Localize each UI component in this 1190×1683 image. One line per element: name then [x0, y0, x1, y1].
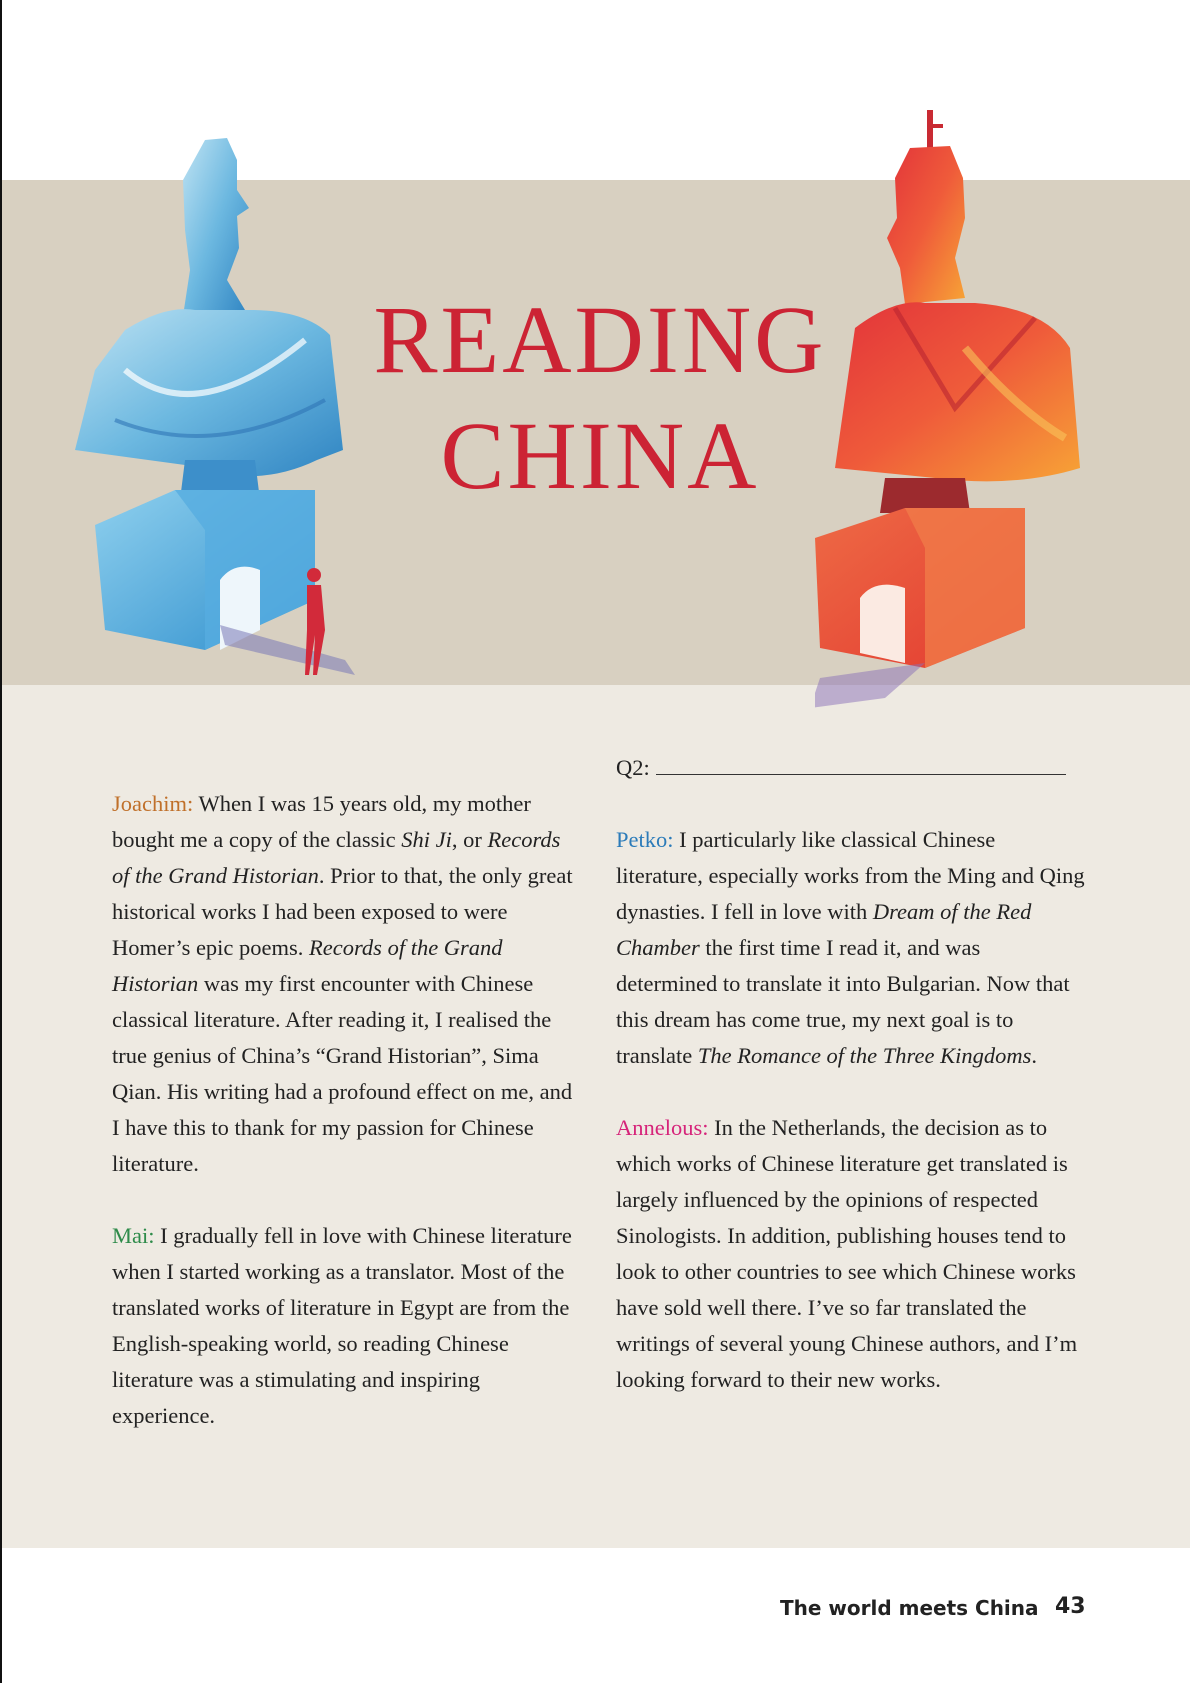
joachim-italic-c: Records of the Grand Historian — [112, 935, 503, 996]
petko-text-b: the first time I read it, and was determined to translate it into Bulgarian. Now that this dream has come true, my next goal is to translate — [616, 935, 1070, 1068]
annelous-text: In the Netherlands, the decision as to which works of Chinese literature get translated is largely influenced by the opinions of respected Sinologists. In addition, publishing houses tend to look to other countries to see which Chinese works have sold well there. I’ve so far translated the writings of several young Chinese authors, and I’m looking forward to their new works. — [616, 1115, 1078, 1392]
joachim-text-d: was my first encounter with Chinese classical literature. After reading it, I realised the true genius of China’s “Grand Historian”, Sima Qian. His writing had a profound effect on me, and I have this to thank for my passion for Chinese literature. — [112, 971, 573, 1176]
petko-text-c: . — [1031, 1043, 1037, 1068]
page-edge-line — [0, 0, 2, 1683]
mai-text: I gradually fell in love with Chinese literature when I started working as a translator. Most of the translated works of literature in Egypt are from the English-speaking world, so reading Chinese literature was a stimulating and inspiring experience. — [112, 1223, 572, 1428]
paragraph-gap — [112, 1182, 582, 1218]
red-chinese-bust-icon — [815, 108, 1150, 748]
joachim-italic-a: Shi Ji — [401, 827, 452, 852]
q2-answer-line[interactable] — [656, 750, 1066, 775]
speaker-name-mai: Mai: — [112, 1223, 155, 1248]
footer-section-title: The world meets China — [780, 1596, 1039, 1620]
speaker-name-annelous: Annelous: — [616, 1115, 709, 1140]
petko-italic-a: Dream of the Red Chamber — [616, 899, 1032, 960]
q2-prompt — [616, 750, 1086, 786]
blue-western-bust-icon — [55, 120, 375, 735]
joachim-text-b: , or — [451, 827, 488, 852]
page-title — [340, 282, 860, 514]
title-line-1: READING — [373, 286, 827, 393]
page-number: 43 — [1055, 1594, 1086, 1619]
left-column — [112, 786, 582, 1434]
petko-paragraph — [616, 822, 1086, 1074]
joachim-text-c: . Prior to that, the only great historical works I had been exposed to were Homer’s epic poems. — [112, 863, 573, 960]
right-column — [616, 750, 1086, 1398]
joachim-italic-b: Records of the Grand Historian — [112, 827, 561, 888]
petko-italic-b: The Romance of the Three Kingdoms — [697, 1043, 1032, 1068]
q2-label: Q2: — [616, 755, 650, 780]
speaker-name-petko: Petko: — [616, 827, 674, 852]
speaker-name-joachim: Joachim: — [112, 791, 194, 816]
paragraph-gap — [616, 786, 1086, 822]
joachim-text-a: When I was 15 years old, my mother bought me a copy of the classic — [112, 791, 531, 852]
paragraph-gap — [616, 1074, 1086, 1110]
petko-text-a: I particularly like classical Chinese literature, especially works from the Ming and Qing dynasties. I fell in love with — [616, 827, 1085, 924]
title-line-2: CHINA — [440, 402, 760, 509]
mai-paragraph — [112, 1218, 582, 1434]
joachim-paragraph — [112, 786, 582, 1182]
annelous-paragraph — [616, 1110, 1086, 1398]
